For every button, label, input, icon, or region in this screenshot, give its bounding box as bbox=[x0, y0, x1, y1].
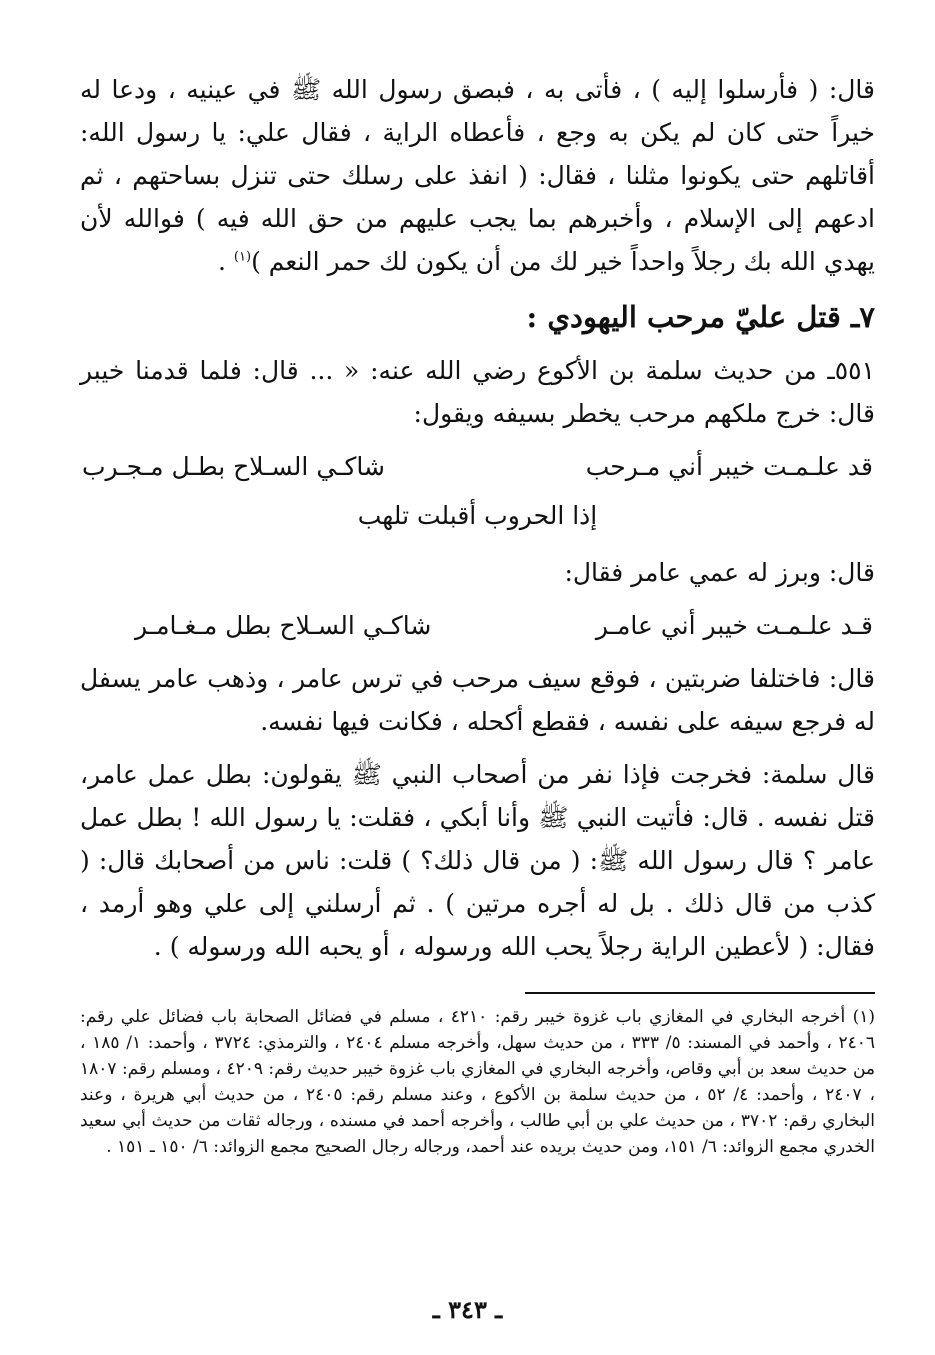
paragraph-5: قال سلمة: فخرجت فإذا نفر من أصحاب النبي ﷺ يقولون: بطل عمل عامر، قتل نفسه . قال: فأتيت النبي ﷺ وأنا أبكي ، فقلت: يا رسول الله ! بطل عمل عامر ؟ قال رسول الله ﷺ: ( من قال ذلك؟ ) قلت: ناس من أصحابك قال: ( كذب من قال ذلك . بل له أجره مرتين ) . ثم أرسلني إلى علي وهو أرمد ، فقال: ( لأعطين الراية رجلاً يحب الله ورسوله ، أو يحبه الله ورسوله ) . bbox=[80, 760, 875, 961]
paragraph-4: قال: فاختلفا ضربتين ، فوقع سيف مرحب في ترس عامر ، وذهب عامر يسفل له فرجع سيفه على نفسه ، فقطع أكحله ، فكانت فيها نفسه. bbox=[80, 664, 875, 736]
paragraph-1-end: . bbox=[218, 247, 226, 276]
footnote-1: (١) أخرجه البخاري في المغازي باب غزوة خيبر رقم: ٤٢١٠ ، مسلم في فضائل الصحابة باب فضائل علي رقم: ٢٤٠٦ ، وأحمد في المسند: ٥/ ٣٣٣ ، من حديث سهل، وأخرجه مسلم ٢٤٠٤ ، والترمذي: ٣٧٢٤ ، وأحمد: ١/ ١٨٥ ، من حديث سعد بن أبي وقاص، وأخرجه البخاري في المغازي باب غزوة خيبر حديث رقم: ٤٢٠٩ ، ومسلم رقم: ١٨٠٧ ، ٢٤٠٧ ، وأحمد: ٤/ ٥٢ ، من حديث سلمة بن الأكوع ، وعند مسلم رقم: ٢٤٠٥ ، من حديث أبي هريرة ، وعند البخاري رقم: ٣٧٠٢ ، من حديث علي بن أبي طالب ، وأخرجه أحمد في مسنده ، ورجاله ثقات من حديث أبي سعيد الخدري مجمع الزوائد: ٦/ ١٥١، ومن حديث بريده عند أحمد، ورجاله رجال الصحيح مجمع الزوائد: ٦/ ١٥٠ ـ ١٥١ . bbox=[80, 1007, 876, 1157]
poem-verse-1-center: إذا الحروب أقبلت تلهب bbox=[357, 501, 598, 530]
verse-1-first-hemistich: قد علـمـت خيبر أني مـرحب bbox=[585, 452, 873, 481]
section-heading: ٧ـ قتل عليّ مرحب اليهودي : bbox=[526, 300, 875, 334]
paragraph-1-text: قال: ( فأرسلوا إليه ) ، فأتى به ، فبصق رسول الله ﷺ في عينيه ، ودعا له خيراً حتى كان لم يكن به وجع ، فأعطاه الراية ، فقال علي: يا رسول الله: أقاتلهم حتى يكونوا مثلنا ، فقال: ( انفذ على رسلك حتى تنزل بساحتهم ، ثم ادعهم إلى الإسلام ، وأخبرهم بما يجب عليهم من حق الله فيه ) فوالله لأن يهدي الله بك رجلاً واحداً خير لك من أن يكون لك حمر النعم ) bbox=[80, 75, 875, 276]
page-number: ـ ٣٤٣ ـ bbox=[432, 1295, 503, 1324]
page-content bbox=[80, 68, 875, 1160]
verse-2-first-hemistich: قـد علـمـت خيبر أني عامـر bbox=[595, 611, 873, 640]
footnote-reference[interactable]: (١) bbox=[233, 249, 252, 265]
paragraph-3: قال: وبرز له عمي عامر فقال: bbox=[564, 558, 875, 587]
paragraph-1 bbox=[80, 68, 875, 283]
paragraph-2: ٥٥١ـ من حديث سلمة بن الأكوع رضي الله عنه: « ... قال: فلما قدمنا خيبر قال: خرج ملكهم مرحب يخطر بسيفه ويقول: bbox=[80, 356, 875, 428]
poem-verse-1 bbox=[80, 445, 875, 488]
verse-2-second-hemistich: شاكـي السـلاح بطل مـغـامـر bbox=[135, 611, 432, 640]
footnote-divider bbox=[525, 992, 875, 994]
verse-1-second-hemistich: شاكـي السـلاح بطـل مـجـرب bbox=[82, 452, 385, 481]
poem-verse-2 bbox=[80, 604, 875, 647]
